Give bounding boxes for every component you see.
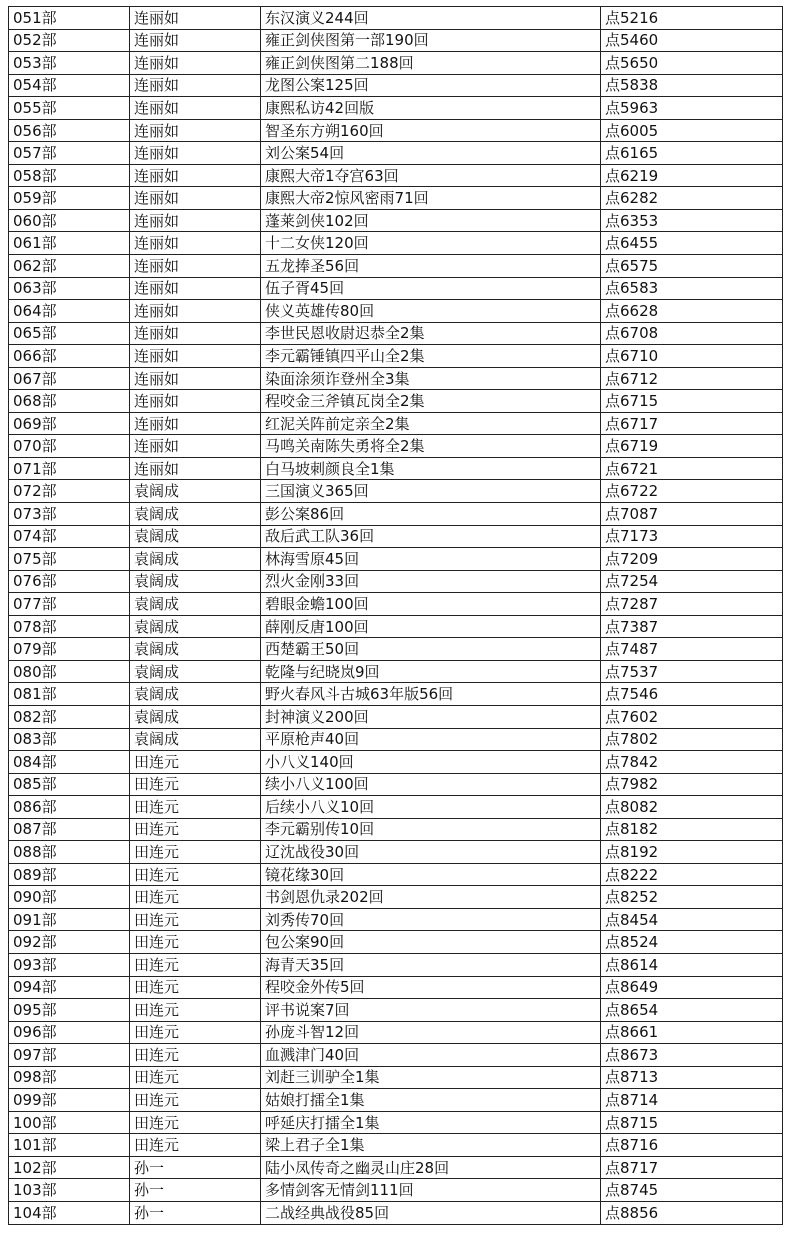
title-cell: 程咬金三斧镇瓦岗全2集 <box>261 390 601 413</box>
volume-number-cell: 075部 <box>9 548 130 571</box>
performer-cell: 田连元 <box>130 908 261 931</box>
point-code-cell: 点6717 <box>601 412 783 435</box>
storytelling-catalog-table <box>8 6 783 1225</box>
title-cell: 康熙大帝2惊风密雨71回 <box>261 187 601 210</box>
point-code-cell: 点7487 <box>601 638 783 661</box>
table-row <box>9 683 783 706</box>
point-code-cell: 点8454 <box>601 908 783 931</box>
performer-cell: 袁阔成 <box>130 660 261 683</box>
volume-number-cell: 093部 <box>9 953 130 976</box>
table-row <box>9 164 783 187</box>
volume-number-cell: 064部 <box>9 300 130 323</box>
point-code-cell: 点6708 <box>601 322 783 345</box>
point-code-cell: 点6575 <box>601 255 783 278</box>
table-row <box>9 525 783 548</box>
volume-number-cell: 092部 <box>9 931 130 954</box>
performer-cell: 田连元 <box>130 1066 261 1089</box>
point-code-cell: 点8745 <box>601 1179 783 1202</box>
table-row <box>9 345 783 368</box>
title-cell: 彭公案86回 <box>261 503 601 526</box>
point-code-cell: 点6353 <box>601 209 783 232</box>
performer-cell: 田连元 <box>130 1134 261 1157</box>
performer-cell: 连丽如 <box>130 164 261 187</box>
point-code-cell: 点7982 <box>601 773 783 796</box>
volume-number-cell: 066部 <box>9 345 130 368</box>
title-cell: 辽沈战役30回 <box>261 841 601 864</box>
performer-cell: 袁阔成 <box>130 638 261 661</box>
table-row <box>9 1179 783 1202</box>
performer-cell: 袁阔成 <box>130 705 261 728</box>
volume-number-cell: 069部 <box>9 412 130 435</box>
title-cell: 薛刚反唐100回 <box>261 615 601 638</box>
point-code-cell: 点6005 <box>601 119 783 142</box>
performer-cell: 田连元 <box>130 1021 261 1044</box>
performer-cell: 田连元 <box>130 818 261 841</box>
volume-number-cell: 071部 <box>9 457 130 480</box>
volume-number-cell: 074部 <box>9 525 130 548</box>
table-row <box>9 435 783 458</box>
point-code-cell: 点6722 <box>601 480 783 503</box>
volume-number-cell: 088部 <box>9 841 130 864</box>
performer-cell: 田连元 <box>130 863 261 886</box>
point-code-cell: 点7842 <box>601 751 783 774</box>
performer-cell: 连丽如 <box>130 142 261 165</box>
volume-number-cell: 056部 <box>9 119 130 142</box>
table-row <box>9 593 783 616</box>
table-row <box>9 74 783 97</box>
point-code-cell: 点8524 <box>601 931 783 954</box>
volume-number-cell: 061部 <box>9 232 130 255</box>
performer-cell: 连丽如 <box>130 255 261 278</box>
title-cell: 白马坡刺颜良全1集 <box>261 457 601 480</box>
table-row <box>9 638 783 661</box>
performer-cell: 连丽如 <box>130 119 261 142</box>
table-row <box>9 97 783 120</box>
volume-number-cell: 080部 <box>9 660 130 683</box>
title-cell: 蓬莱剑侠102回 <box>261 209 601 232</box>
performer-cell: 田连元 <box>130 773 261 796</box>
title-cell: 康熙私访42回版 <box>261 97 601 120</box>
volume-number-cell: 063部 <box>9 277 130 300</box>
point-code-cell: 点6219 <box>601 164 783 187</box>
table-row <box>9 818 783 841</box>
point-code-cell: 点8192 <box>601 841 783 864</box>
table-row <box>9 367 783 390</box>
title-cell: 康熙大帝1夺宫63回 <box>261 164 601 187</box>
table-row <box>9 322 783 345</box>
volume-number-cell: 098部 <box>9 1066 130 1089</box>
table-row <box>9 1201 783 1224</box>
performer-cell: 连丽如 <box>130 345 261 368</box>
table-row <box>9 953 783 976</box>
title-cell: 书剑恩仇录202回 <box>261 886 601 909</box>
volume-number-cell: 100部 <box>9 1111 130 1134</box>
point-code-cell: 点8661 <box>601 1021 783 1044</box>
title-cell: 孙庞斗智12回 <box>261 1021 601 1044</box>
title-cell: 呼延庆打擂全1集 <box>261 1111 601 1134</box>
point-code-cell: 点8654 <box>601 999 783 1022</box>
point-code-cell: 点6165 <box>601 142 783 165</box>
performer-cell: 田连元 <box>130 751 261 774</box>
performer-cell: 袁阔成 <box>130 593 261 616</box>
performer-cell: 袁阔成 <box>130 683 261 706</box>
performer-cell: 田连元 <box>130 796 261 819</box>
table-row <box>9 548 783 571</box>
table-row <box>9 187 783 210</box>
table-row <box>9 457 783 480</box>
volume-number-cell: 101部 <box>9 1134 130 1157</box>
volume-number-cell: 078部 <box>9 615 130 638</box>
title-cell: 小八义140回 <box>261 751 601 774</box>
title-cell: 侠义英雄传80回 <box>261 300 601 323</box>
performer-cell: 连丽如 <box>130 232 261 255</box>
volume-number-cell: 086部 <box>9 796 130 819</box>
title-cell: 刘公案54回 <box>261 142 601 165</box>
title-cell: 多情剑客无情剑111回 <box>261 1179 601 1202</box>
table-row <box>9 277 783 300</box>
point-code-cell: 点8716 <box>601 1134 783 1157</box>
table-row <box>9 863 783 886</box>
volume-number-cell: 084部 <box>9 751 130 774</box>
volume-number-cell: 070部 <box>9 435 130 458</box>
point-code-cell: 点8713 <box>601 1066 783 1089</box>
title-cell: 龙图公案125回 <box>261 74 601 97</box>
title-cell: 林海雪原45回 <box>261 548 601 571</box>
table-row <box>9 142 783 165</box>
point-code-cell: 点7287 <box>601 593 783 616</box>
point-code-cell: 点8717 <box>601 1156 783 1179</box>
table-row <box>9 300 783 323</box>
volume-number-cell: 068部 <box>9 390 130 413</box>
performer-cell: 袁阔成 <box>130 548 261 571</box>
performer-cell: 田连元 <box>130 1044 261 1067</box>
title-cell: 伍子胥45回 <box>261 277 601 300</box>
volume-number-cell: 057部 <box>9 142 130 165</box>
point-code-cell: 点8856 <box>601 1201 783 1224</box>
performer-cell: 连丽如 <box>130 52 261 75</box>
title-cell: 烈火金刚33回 <box>261 570 601 593</box>
table-body <box>9 7 783 1225</box>
table-row <box>9 841 783 864</box>
volume-number-cell: 067部 <box>9 367 130 390</box>
table-row <box>9 29 783 52</box>
volume-number-cell: 055部 <box>9 97 130 120</box>
table-row <box>9 503 783 526</box>
volume-number-cell: 054部 <box>9 74 130 97</box>
point-code-cell: 点7254 <box>601 570 783 593</box>
table-row <box>9 412 783 435</box>
point-code-cell: 点7546 <box>601 683 783 706</box>
performer-cell: 连丽如 <box>130 457 261 480</box>
performer-cell: 连丽如 <box>130 97 261 120</box>
title-cell: 包公案90回 <box>261 931 601 954</box>
title-cell: 碧眼金蟾100回 <box>261 593 601 616</box>
title-cell: 梁上君子全1集 <box>261 1134 601 1157</box>
title-cell: 敌后武工队36回 <box>261 525 601 548</box>
performer-cell: 连丽如 <box>130 209 261 232</box>
performer-cell: 孙一 <box>130 1201 261 1224</box>
performer-cell: 袁阔成 <box>130 615 261 638</box>
table-row <box>9 615 783 638</box>
table-row <box>9 773 783 796</box>
volume-number-cell: 103部 <box>9 1179 130 1202</box>
title-cell: 血溅津门40回 <box>261 1044 601 1067</box>
performer-cell: 连丽如 <box>130 74 261 97</box>
point-code-cell: 点6721 <box>601 457 783 480</box>
table-row <box>9 209 783 232</box>
table-row <box>9 908 783 931</box>
title-cell: 程咬金外传5回 <box>261 976 601 999</box>
volume-number-cell: 053部 <box>9 52 130 75</box>
volume-number-cell: 077部 <box>9 593 130 616</box>
table-row <box>9 390 783 413</box>
volume-number-cell: 081部 <box>9 683 130 706</box>
performer-cell: 连丽如 <box>130 322 261 345</box>
volume-number-cell: 065部 <box>9 322 130 345</box>
performer-cell: 袁阔成 <box>130 728 261 751</box>
table-row <box>9 52 783 75</box>
title-cell: 东汉演义244回 <box>261 7 601 30</box>
volume-number-cell: 087部 <box>9 818 130 841</box>
point-code-cell: 点8614 <box>601 953 783 976</box>
performer-cell: 田连元 <box>130 976 261 999</box>
performer-cell: 连丽如 <box>130 7 261 30</box>
title-cell: 陆小凤传奇之幽灵山庄28回 <box>261 1156 601 1179</box>
point-code-cell: 点6583 <box>601 277 783 300</box>
title-cell: 李元霸别传10回 <box>261 818 601 841</box>
table-row <box>9 705 783 728</box>
title-cell: 雍正剑侠图第二188回 <box>261 52 601 75</box>
point-code-cell: 点8182 <box>601 818 783 841</box>
title-cell: 刘秀传70回 <box>261 908 601 931</box>
performer-cell: 田连元 <box>130 953 261 976</box>
volume-number-cell: 082部 <box>9 705 130 728</box>
point-code-cell: 点8082 <box>601 796 783 819</box>
point-code-cell: 点8714 <box>601 1089 783 1112</box>
table-row <box>9 999 783 1022</box>
performer-cell: 袁阔成 <box>130 503 261 526</box>
title-cell: 镜花缘30回 <box>261 863 601 886</box>
table-row <box>9 232 783 255</box>
table-row <box>9 796 783 819</box>
volume-number-cell: 085部 <box>9 773 130 796</box>
performer-cell: 连丽如 <box>130 277 261 300</box>
title-cell: 雍正剑侠图第一部190回 <box>261 29 601 52</box>
point-code-cell: 点7387 <box>601 615 783 638</box>
point-code-cell: 点5216 <box>601 7 783 30</box>
volume-number-cell: 096部 <box>9 1021 130 1044</box>
performer-cell: 连丽如 <box>130 412 261 435</box>
point-code-cell: 点6628 <box>601 300 783 323</box>
performer-cell: 田连元 <box>130 886 261 909</box>
performer-cell: 连丽如 <box>130 367 261 390</box>
point-code-cell: 点6455 <box>601 232 783 255</box>
title-cell: 封神演义200回 <box>261 705 601 728</box>
volume-number-cell: 051部 <box>9 7 130 30</box>
point-code-cell: 点7087 <box>601 503 783 526</box>
volume-number-cell: 072部 <box>9 480 130 503</box>
table-row <box>9 728 783 751</box>
title-cell: 李元霸锤镇四平山全2集 <box>261 345 601 368</box>
point-code-cell: 点7173 <box>601 525 783 548</box>
volume-number-cell: 091部 <box>9 908 130 931</box>
table-row <box>9 255 783 278</box>
table-row <box>9 570 783 593</box>
volume-number-cell: 073部 <box>9 503 130 526</box>
title-cell: 十二女侠120回 <box>261 232 601 255</box>
volume-number-cell: 079部 <box>9 638 130 661</box>
title-cell: 海青天35回 <box>261 953 601 976</box>
performer-cell: 孙一 <box>130 1156 261 1179</box>
point-code-cell: 点8649 <box>601 976 783 999</box>
title-cell: 五龙捧圣56回 <box>261 255 601 278</box>
performer-cell: 连丽如 <box>130 187 261 210</box>
point-code-cell: 点7537 <box>601 660 783 683</box>
title-cell: 三国演义365回 <box>261 480 601 503</box>
point-code-cell: 点5963 <box>601 97 783 120</box>
table-row <box>9 660 783 683</box>
point-code-cell: 点7602 <box>601 705 783 728</box>
title-cell: 后续小八义10回 <box>261 796 601 819</box>
title-cell: 刘赶三训驴全1集 <box>261 1066 601 1089</box>
title-cell: 智圣东方朔160回 <box>261 119 601 142</box>
performer-cell: 袁阔成 <box>130 570 261 593</box>
volume-number-cell: 076部 <box>9 570 130 593</box>
title-cell: 染面涂须诈登州全3集 <box>261 367 601 390</box>
performer-cell: 连丽如 <box>130 300 261 323</box>
point-code-cell: 点6712 <box>601 367 783 390</box>
performer-cell: 连丽如 <box>130 29 261 52</box>
point-code-cell: 点6715 <box>601 390 783 413</box>
title-cell: 姑娘打擂全1集 <box>261 1089 601 1112</box>
table-row <box>9 931 783 954</box>
table-row <box>9 976 783 999</box>
point-code-cell: 点8252 <box>601 886 783 909</box>
point-code-cell: 点7209 <box>601 548 783 571</box>
point-code-cell: 点7802 <box>601 728 783 751</box>
title-cell: 马鸣关南陈失勇将全2集 <box>261 435 601 458</box>
performer-cell: 孙一 <box>130 1179 261 1202</box>
table-row <box>9 886 783 909</box>
table-row <box>9 119 783 142</box>
volume-number-cell: 094部 <box>9 976 130 999</box>
volume-number-cell: 104部 <box>9 1201 130 1224</box>
point-code-cell: 点8673 <box>601 1044 783 1067</box>
volume-number-cell: 062部 <box>9 255 130 278</box>
performer-cell: 连丽如 <box>130 390 261 413</box>
table-row <box>9 480 783 503</box>
volume-number-cell: 097部 <box>9 1044 130 1067</box>
volume-number-cell: 102部 <box>9 1156 130 1179</box>
table-row <box>9 1066 783 1089</box>
table-row <box>9 1111 783 1134</box>
performer-cell: 田连元 <box>130 931 261 954</box>
title-cell: 李世民恩收尉迟恭全2集 <box>261 322 601 345</box>
point-code-cell: 点6719 <box>601 435 783 458</box>
title-cell: 野火春风斗古城63年版56回 <box>261 683 601 706</box>
title-cell: 平原枪声40回 <box>261 728 601 751</box>
title-cell: 评书说案7回 <box>261 999 601 1022</box>
volume-number-cell: 059部 <box>9 187 130 210</box>
performer-cell: 袁阔成 <box>130 480 261 503</box>
performer-cell: 田连元 <box>130 1111 261 1134</box>
volume-number-cell: 058部 <box>9 164 130 187</box>
volume-number-cell: 060部 <box>9 209 130 232</box>
point-code-cell: 点8715 <box>601 1111 783 1134</box>
performer-cell: 袁阔成 <box>130 525 261 548</box>
title-cell: 红泥关阵前定亲全2集 <box>261 412 601 435</box>
volume-number-cell: 089部 <box>9 863 130 886</box>
volume-number-cell: 090部 <box>9 886 130 909</box>
table-row <box>9 1021 783 1044</box>
performer-cell: 田连元 <box>130 841 261 864</box>
point-code-cell: 点5650 <box>601 52 783 75</box>
volume-number-cell: 083部 <box>9 728 130 751</box>
volume-number-cell: 099部 <box>9 1089 130 1112</box>
performer-cell: 田连元 <box>130 1089 261 1112</box>
table-row <box>9 7 783 30</box>
table-row <box>9 1089 783 1112</box>
volume-number-cell: 095部 <box>9 999 130 1022</box>
performer-cell: 田连元 <box>130 999 261 1022</box>
table-row <box>9 751 783 774</box>
table-row <box>9 1156 783 1179</box>
performer-cell: 连丽如 <box>130 435 261 458</box>
point-code-cell: 点5838 <box>601 74 783 97</box>
point-code-cell: 点8222 <box>601 863 783 886</box>
point-code-cell: 点6282 <box>601 187 783 210</box>
volume-number-cell: 052部 <box>9 29 130 52</box>
point-code-cell: 点6710 <box>601 345 783 368</box>
title-cell: 二战经典战役85回 <box>261 1201 601 1224</box>
title-cell: 乾隆与纪晓岚9回 <box>261 660 601 683</box>
table-row <box>9 1044 783 1067</box>
table-row <box>9 1134 783 1157</box>
title-cell: 续小八义100回 <box>261 773 601 796</box>
point-code-cell: 点5460 <box>601 29 783 52</box>
title-cell: 西楚霸王50回 <box>261 638 601 661</box>
